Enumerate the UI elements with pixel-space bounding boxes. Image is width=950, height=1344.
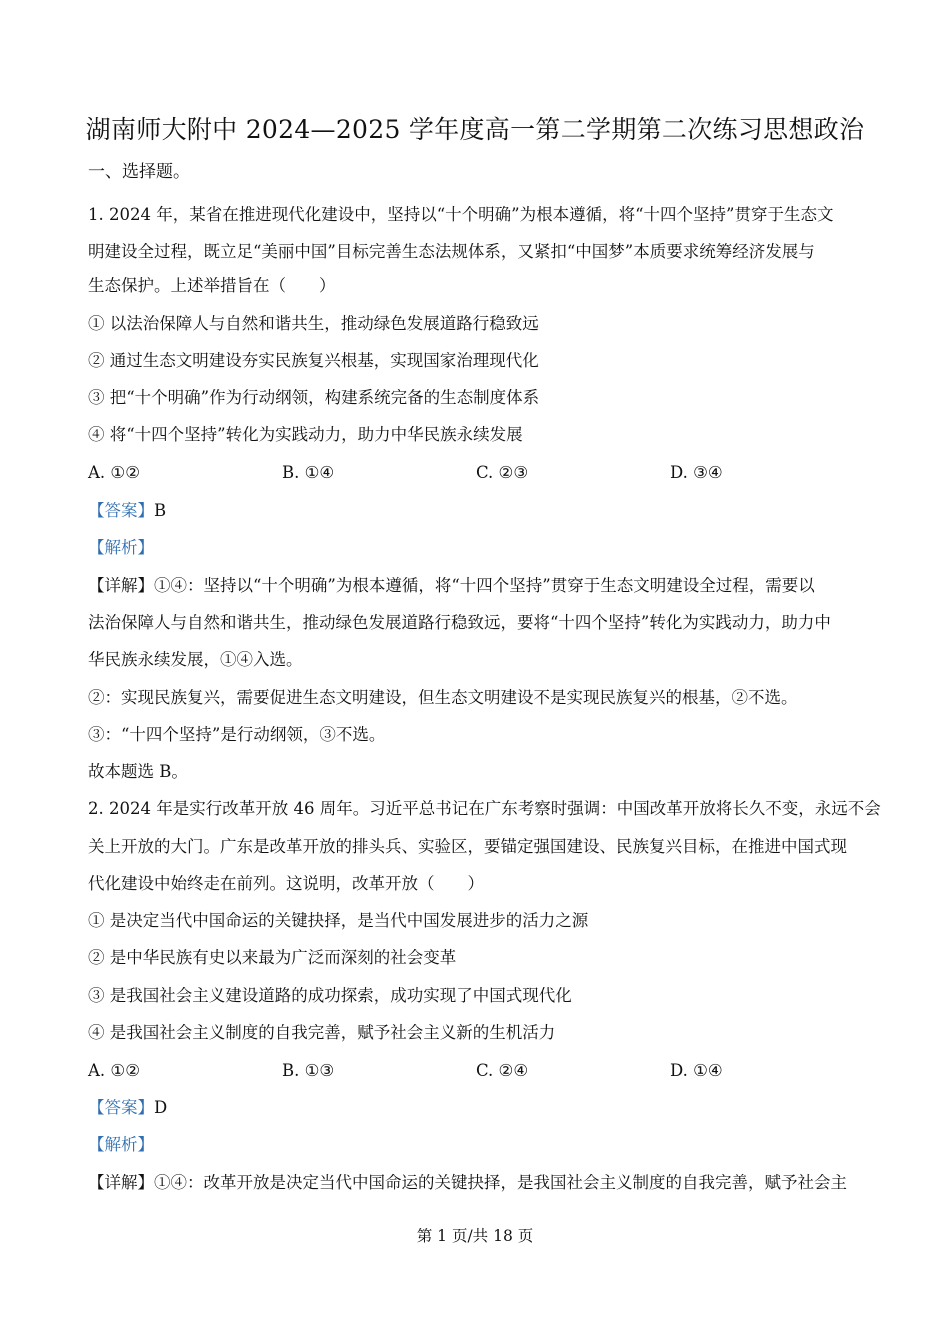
q2-stem-line: 代化建设中始终走在前列。这说明，改革开放（ ） — [88, 874, 484, 893]
q2-item: ② 是中华民族有史以来最为广泛而深刻的社会变革 — [88, 948, 457, 967]
q2-stem-line: 2. 2024 年是实行改革开放 46 周年。习近平总书记在广东考察时强调：中国改革开放将长久不变，永远不会 — [88, 799, 881, 818]
q1-detail-line: 故本题选 B。 — [88, 762, 188, 781]
q1-item: ④ 将“十四个坚持”转化为实践动力，助力中华民族永续发展 — [88, 425, 523, 444]
q1-item: ① 以法治保障人与自然和谐共生，推动绿色发展道路行稳致远 — [88, 314, 539, 333]
detail-text: ①④：改革开放是决定当代中国命运的关键抉择，是我国社会主义制度的自我完善，赋予社会主 — [154, 1173, 847, 1192]
q1-option-d: D. ③④ — [670, 463, 723, 482]
q2-item: ④ 是我国社会主义制度的自我完善，赋予社会主义新的生机活力 — [88, 1023, 556, 1042]
q2-item: ① 是决定当代中国命运的关键抉择，是当代中国发展进步的活力之源 — [88, 911, 589, 930]
analysis-tag: 【解析】 — [88, 1135, 154, 1154]
section-heading: 一、选择题。 — [88, 162, 190, 182]
q2-option-d: D. ①④ — [670, 1061, 723, 1080]
answer-value: D — [154, 1098, 168, 1117]
answer-value: B — [154, 501, 167, 520]
page-footer: 第 1 页/共 18 页 — [416, 1227, 534, 1245]
q2-stem-line: 关上开放的大门。广东是改革开放的排头兵、实验区，要锚定强国建设、民族复兴目标，在推进中国式现 — [88, 837, 847, 856]
q1-detail-line: 法治保障人与自然和谐共生，推动绿色发展道路行稳致远，要将“十四个坚持”转化为实践动力，助力中 — [88, 613, 831, 632]
q1-option-b: B. ①④ — [282, 463, 335, 482]
detail-text: ①④：坚持以“十个明确”为根本遵循，将“十四个坚持”贯穿于生态文明建设全过程，需要以 — [154, 576, 815, 595]
q1-answer — [88, 499, 868, 523]
q1-option-a: A. ①② — [88, 463, 140, 482]
q1-item: ② 通过生态文明建设夯实民族复兴根基，实现国家治理现代化 — [88, 351, 539, 370]
answer-tag: 【答案】 — [88, 1098, 154, 1117]
q2-option-a: A. ①② — [88, 1061, 140, 1080]
q1-stem-line: 生态保护。上述举措旨在（ ） — [88, 276, 336, 295]
q1-detail-line — [88, 574, 868, 598]
q1-stem-line: 明建设全过程，既立足“美丽中国”目标完善生态法规体系，又紧扣“中国梦”本质要求统筹经济发展与 — [88, 242, 815, 261]
q2-option-b: B. ①③ — [282, 1061, 335, 1080]
q2-analysis — [88, 1133, 868, 1157]
q2-detail-line — [88, 1171, 868, 1195]
q2-option-c: C. ②④ — [476, 1061, 529, 1080]
q1-detail-line: ②：实现民族复兴，需要促进生态文明建设，但生态文明建设不是实现民族复兴的根基，②不选。 — [88, 688, 798, 707]
detail-tag: 【详解】 — [88, 1173, 154, 1192]
q1-option-c: C. ②③ — [476, 463, 529, 482]
q1-stem-line: 1. 2024 年，某省在推进现代化建设中，坚持以“十个明确”为根本遵循，将“十四个坚持”贯穿于生态文 — [88, 205, 834, 224]
q2-answer — [88, 1096, 868, 1120]
detail-tag: 【详解】 — [88, 576, 154, 595]
document-title: 湖南师大附中 2024—2025 学年度高一第二学期第二次练习思想政治 — [85, 115, 865, 144]
q1-analysis — [88, 536, 868, 560]
q1-detail-line: 华民族永续发展，①④入选。 — [88, 650, 303, 669]
q1-item: ③ 把“十个明确”作为行动纲领，构建系统完备的生态制度体系 — [88, 388, 540, 407]
q2-item: ③ 是我国社会主义建设道路的成功探索，成功实现了中国式现代化 — [88, 986, 572, 1005]
q1-detail-line: ③：“十四个坚持”是行动纲领，③不选。 — [88, 725, 386, 744]
answer-tag: 【答案】 — [88, 501, 154, 520]
analysis-tag: 【解析】 — [88, 538, 154, 557]
